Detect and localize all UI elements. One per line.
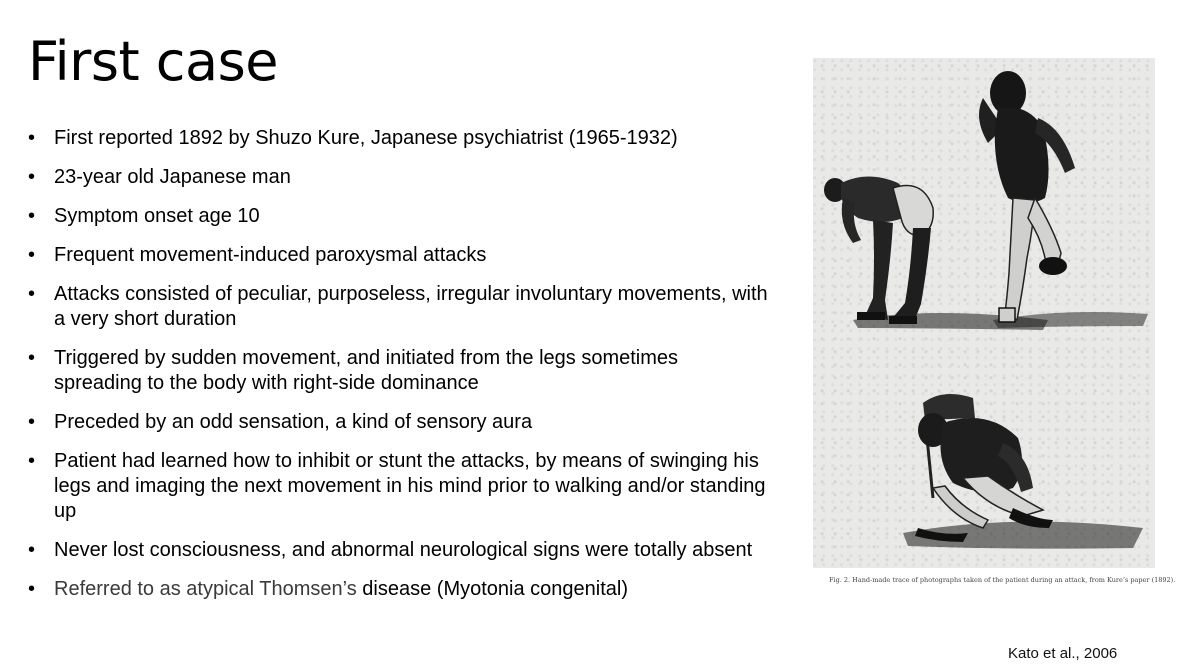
bullet-item: • First reported 1892 by Shuzo Kure, Japanese psychiatrist (1965-1932) [28, 126, 768, 151]
bullet-text-part: disease (Myotonia congenital) [356, 578, 629, 600]
slide-title: First case [28, 30, 278, 93]
bullet-item-last [28, 577, 768, 602]
bullet-list [28, 126, 768, 616]
bullet-item: • Symptom onset age 10 [28, 204, 768, 229]
bullet-item: • 23-year old Japanese man [28, 165, 768, 190]
bullet-item: • Frequent movement-induced paroxysmal attacks [28, 243, 768, 268]
bullet-item: • Never lost consciousness, and abnormal neurological signs were totally absent [28, 538, 768, 563]
bullet-item: • Preceded by an odd sensation, a kind of sensory aura [28, 410, 768, 435]
bullet-item: • Patient had learned how to inhibit or stunt the attacks, by means of swinging his legs and imaging the next movement in his mind prior to walking and/or standing up [28, 449, 768, 524]
bullet-item: • Triggered by sudden movement, and initiated from the legs sometimes spreading to the body with right-side dominance [28, 346, 768, 396]
figure-crouching-chair [915, 394, 1053, 542]
bullet-item: • Attacks consisted of peculiar, purposeless, irregular involuntary movements, with a very short duration [28, 282, 768, 332]
citation: Kato et al., 2006 [1008, 645, 1118, 662]
patient-attack-illustration [813, 58, 1155, 568]
figure-bent-over [824, 177, 933, 325]
bullet-text-part: Referred to as atypical Thomsen’s [54, 578, 357, 600]
historical-figure-image [813, 58, 1155, 568]
figure-raised-leg [979, 71, 1075, 322]
figure-caption: Fig. 2. Hand-made trace of photographs taken of the patient during an attack, from Kure’s paper (1892). [829, 576, 1176, 584]
